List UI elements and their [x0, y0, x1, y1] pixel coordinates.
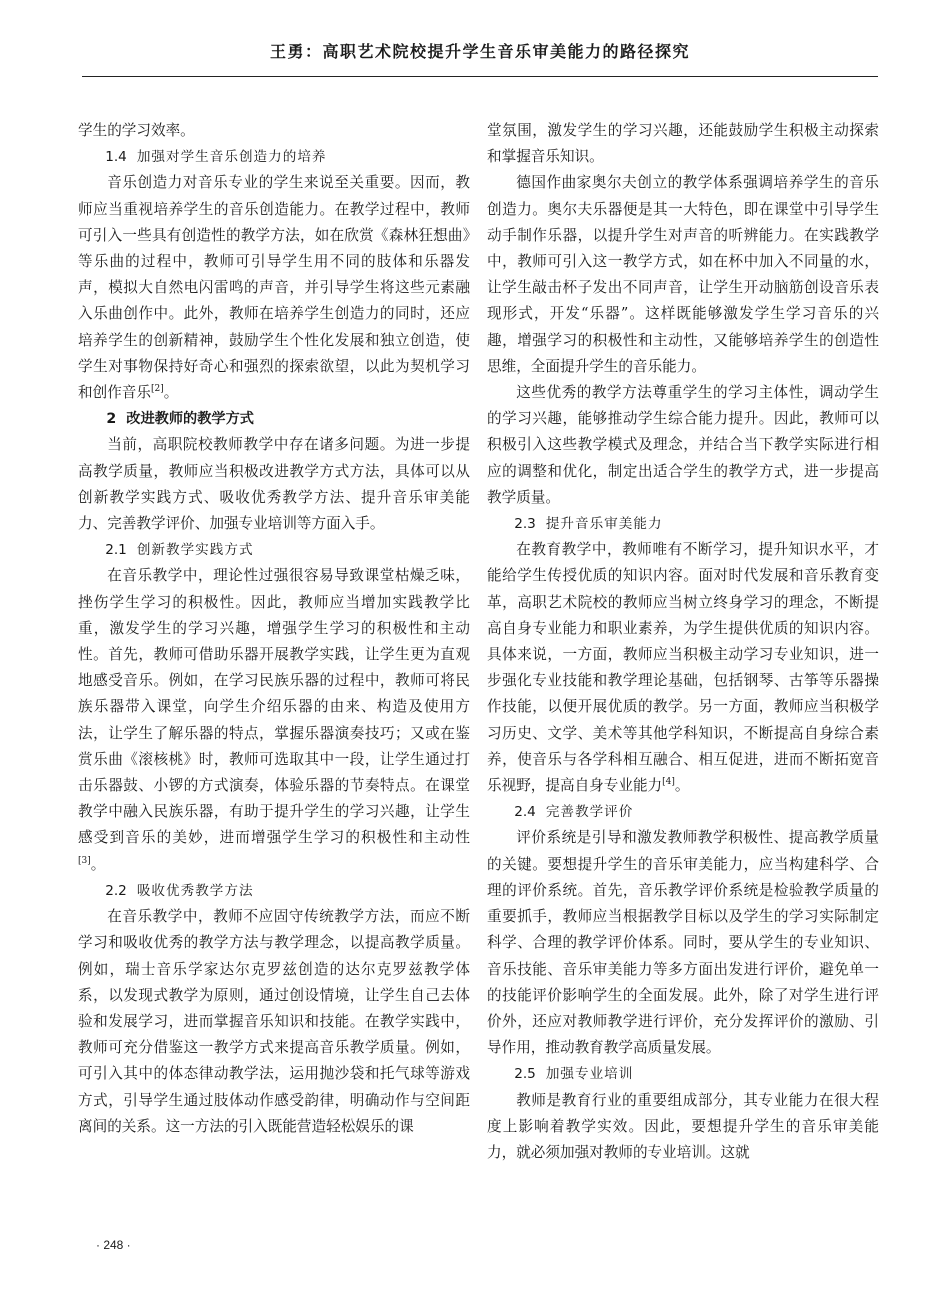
section-title: 改进教师的教学方式 — [126, 411, 254, 428]
section-number: 2.2 — [105, 882, 127, 899]
paragraph — [78, 170, 470, 406]
paragraph-text: 在教育教学中，教师唯有不断学习，提升知识水平，才能给学生传授优质的知识内容。面对时代发展和音乐教育变革，高职艺术院校的教师应当树立终身学习的理念，不断提高自身专业能力和职业素养，为学生提供优质的知识内容。具体来说，一方面，教师应当积极主动学习专业知识，进一步强化专业技能和教学理论基础，包括钢琴、古筝等乐器操作技能，以便开展优质的教学。另一方面，教师应当积极学习历史、文学、美术等其他学科知识，不断提高自身综合素养，使音乐与各学科相互融合、相互促进，进而不断拓宽音乐视野，提高自身专业能力 — [487, 541, 879, 795]
paragraph: 堂氛围，激发学生的学习兴趣，还能鼓励学生积极主动探索和掌握音乐知识。 — [487, 122, 879, 166]
section-title: 加强专业培训 — [545, 1066, 634, 1083]
paragraph: 当前，高职院校教师教学中存在诸多问题。为进一步提高教学质量，教师应当积极改进教学方式方法，具体可以从创新教学实践方式、吸收优秀教学方法、提升音乐审美能力、完善教学评价、加强专业培训等方面入手。 — [78, 436, 470, 533]
section-heading-2-2 — [78, 878, 470, 904]
section-title: 完善教学评价 — [545, 804, 634, 821]
paragraph: 教师是教育行业的重要组成部分，其专业能力在很大程度上影响着教学实效。因此，要想提升学生的音乐审美能力，就必须加强对教师的专业培训。这就 — [487, 1091, 879, 1161]
section-title: 创新教学实践方式 — [136, 542, 254, 559]
section-number: 1.4 — [105, 149, 127, 166]
paragraph: 评价系统是引导和激发教师教学积极性、提高教学质量的关键。要想提升学生的音乐审美能力，应当构建科学、合理的评价系统。首先，音乐教学评价系统是检验教学质量的重要抓手，教师应当根据教学目标以及学生的学习实际制定科学、合理的教学评价体系。同时，要从学生的专业知识、音乐技能、音乐审美能力等多方面出发进行评价，避免单一的技能评价影响学生的全面发展。此外，除了对学生进行评价外，还应对教师教学进行评价，充分发挥评价的激励、引导作用，推动教育教学高质量发展。 — [487, 829, 879, 1057]
sentence-end: 。 — [163, 384, 179, 402]
running-header: 王勇：高职艺术院校提升学生音乐审美能力的路径探究 — [82, 32, 878, 77]
section-heading-1-4 — [78, 144, 470, 170]
citation-2: [2] — [150, 384, 164, 395]
paragraph — [78, 563, 470, 877]
page-number: · 248 · — [96, 1238, 131, 1252]
section-number: 2.3 — [514, 516, 536, 533]
section-heading-2-1 — [78, 537, 470, 563]
section-heading-2 — [78, 406, 470, 432]
section-title: 提升音乐审美能力 — [545, 516, 663, 533]
paragraph: 在音乐教学中，教师不应固守传统教学方法，而应不断学习和吸收优秀的教学方法与教学理念，以提高教学质量。例如，瑞士音乐学家达尔克罗兹创造的达尔克罗兹教学体系，以发现式教学为原则，通过创设情境，让学生自己去体验和发展学习，进而掌握音乐知识和技能。在教学实践中，教师可充分借鉴这一教学方式来提高音乐教学质量。例如，可引入其中的体态律动教学法，运用抛沙袋和托气球等游戏方式，引导学生通过肢体动作感受韵律，明确动作与空间距离间的关系。这一方法的引入既能营造轻松娱乐的课 — [78, 908, 470, 1135]
sentence-end: 。 — [90, 855, 106, 873]
section-heading-2-3 — [487, 511, 879, 537]
right-column — [487, 118, 879, 1166]
section-title: 加强对学生音乐创造力的培养 — [136, 149, 327, 166]
paragraph: 德国作曲家奥尔夫创立的教学体系强调培养学生的音乐创造力。奥尔夫乐器便是其一大特色，即在课堂中引导学生动手制作乐器，以提升学生对声音的听辨能力。在实践教学中，教师可引入这一教学方式，如在杯中加入不同量的水，让学生敲击杯子发出不同声音，让学生开动脑筋创设音乐表现形式，开发“乐器”。这样既能够激发学生学习音乐的兴趣，增强学习的积极性和主动性，又能够培养学生的创造性思维，全面提升学生的音乐能力。 — [487, 174, 879, 375]
section-heading-2-4 — [487, 799, 879, 825]
paragraph-text: 音乐创造力对音乐专业的学生来说至关重要。因而，教师应当重视培养学生的音乐创造能力。在教学过程中，教师可引入一些具有创造性的教学方法，如在欣赏《森林狂想曲》等乐曲的过程中，教师可引导学生用不同的肢体和乐器发声，模拟大自然电闪雷鸣的声音，并引导学生将这些元素融入乐曲创作中。此外，教师在培养学生创造力的同时，还应培养学生的创新精神，鼓励学生个性化发展和独立创造，使学生对事物保持好奇心和强烈的探索欲望，以此为契机学习和创作音乐 — [78, 174, 470, 402]
section-number: 2.4 — [514, 804, 536, 821]
paragraph: 学生的学习效率。 — [78, 122, 195, 139]
section-number: 2 — [106, 411, 117, 428]
citation-4: [4] — [662, 777, 675, 788]
left-column — [78, 118, 470, 1140]
section-heading-2-5 — [487, 1061, 879, 1087]
section-number: 2.5 — [514, 1066, 536, 1083]
section-number: 2.1 — [105, 542, 127, 559]
paragraph — [487, 537, 879, 799]
citation-3: [3] — [78, 855, 91, 866]
paragraph: 这些优秀的教学方法尊重学生的学习主体性，调动学生的学习兴趣，能够推动学生综合能力提升。因此，教师可以积极引入这些教学模式及理念，并结合当下教学实际进行相应的调整和优化，制定出适合学生的教学方式，进一步提高教学质量。 — [487, 384, 879, 506]
section-title: 吸收优秀教学方法 — [136, 882, 254, 899]
sentence-end: 。 — [674, 777, 690, 795]
paragraph-text: 在音乐教学中，理论性过强很容易导致课堂枯燥乏味，挫伤学生学习的积极性。因此，教师应当增加实践教学比重，激发学生的学习兴趣，增强学生学习的积极性和主动性。首先，教师可借助乐器开展教学实践，让学生更为直观地感受音乐。例如，在学习民族乐器的过程中，教师可将民族乐器带入课堂，向学生介绍乐器的由来、构造及使用方法，让学生了解乐器的特点，掌握乐器演奏技巧；又或在鉴赏乐曲《滚核桃》时，教师可选取其中一段，让学生通过打击乐器鼓、小锣的方式演奏，体验乐器的节奏特点。在课堂教学中融入民族乐器，有助于提升学生的学习兴趣，让学生感受到音乐的美妙，进而增强学生学习的积极性和主动性 — [78, 567, 470, 847]
